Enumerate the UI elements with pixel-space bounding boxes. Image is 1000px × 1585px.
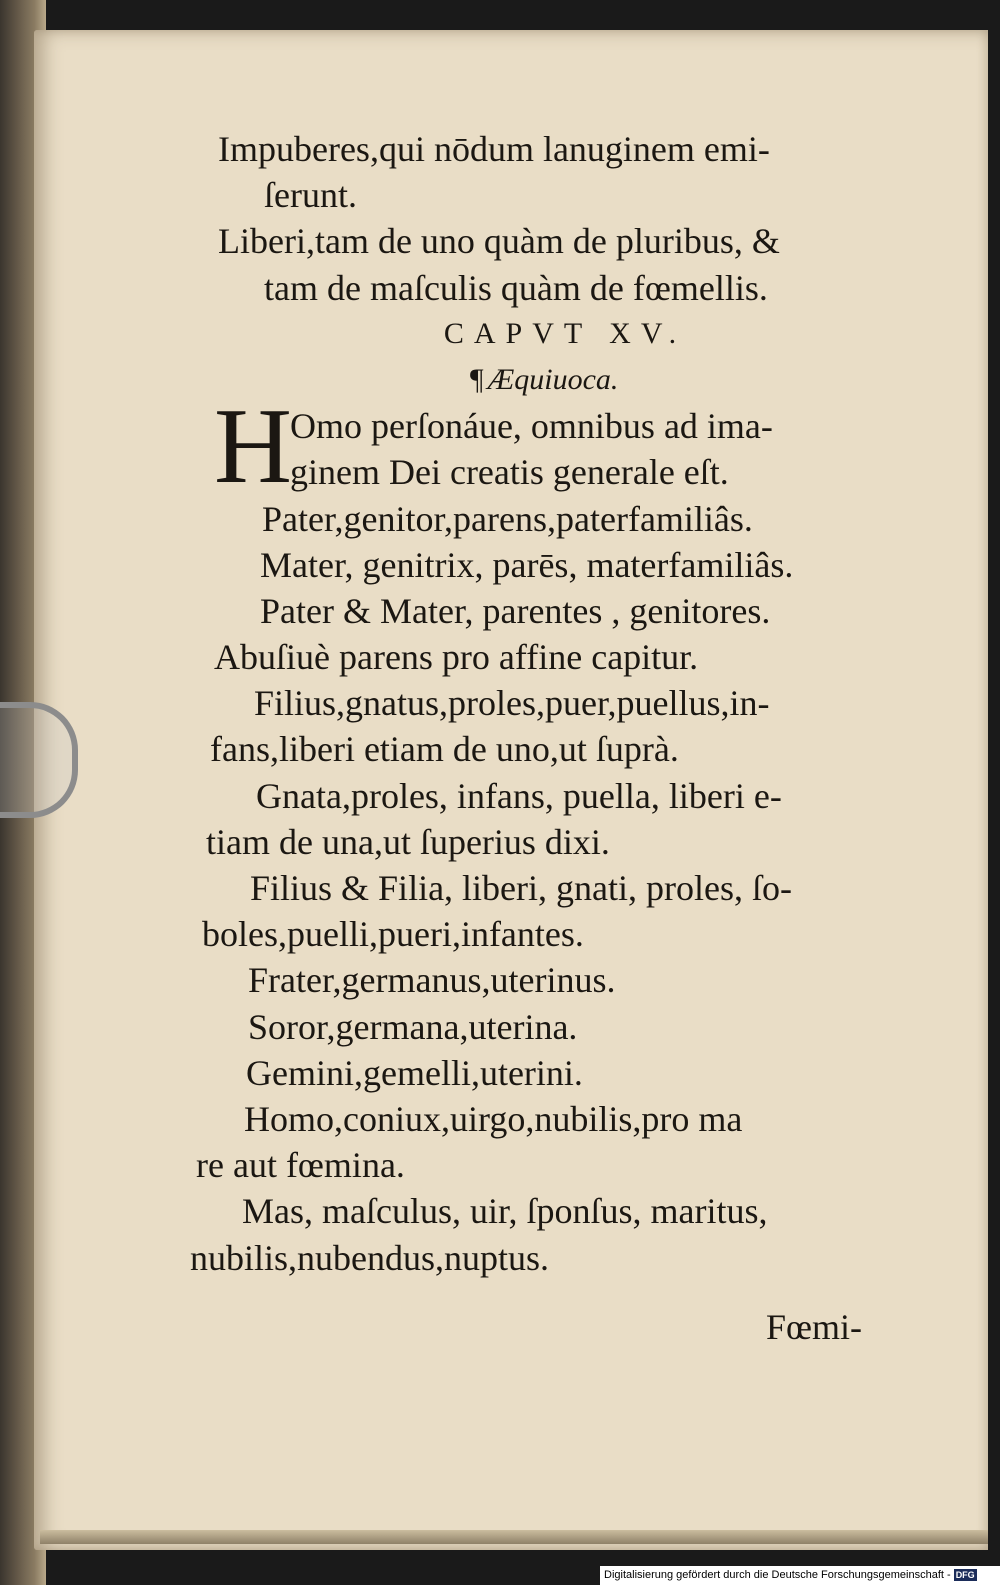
dfg-logo: DFG — [955, 1570, 975, 1581]
text-line: boles,puelli,pueri,infantes. — [202, 914, 584, 955]
text-line: ginem Dei creatis generale eſt. — [290, 452, 729, 493]
credit-text: Digitalisierung gefördert durch die Deutsche Forschungsgemeinschaft - — [604, 1569, 951, 1581]
text-line: tam de maſculis quàm de fœmellis. — [264, 267, 768, 308]
text-line: Filius,gnatus,proles,puer,puellus,in- — [254, 683, 770, 724]
text-line: Pater,genitor,parens,paterfamiliâs. — [262, 498, 753, 539]
dropcap-letter: H — [214, 387, 292, 507]
text-line: Gnata,proles, infans, puella, liberi e- — [256, 775, 782, 816]
page-text — [180, 126, 910, 1281]
text-line: Liberi,tam de uno quàm de pluribus, & — [218, 221, 780, 262]
text-line: Mater, genitrix, parēs, materfamiliâs. — [260, 544, 794, 585]
text-line: Gemini,gemelli,uterini. — [246, 1052, 583, 1093]
pilcrow-icon: ¶ — [470, 362, 484, 396]
page-edge — [40, 1530, 988, 1544]
text-line: ſerunt. — [264, 175, 357, 216]
text-line: Filius & Filia, liberi, gnati, proles, ſo- — [250, 868, 792, 909]
text-line: Mas, maſculus, uir, ſponſus, maritus, — [242, 1191, 768, 1232]
text-line: tiam de una,ut ſuperius dixi. — [206, 821, 610, 862]
text-line: Abuſiuè parens pro affine capitur. — [214, 637, 699, 678]
text-lines-top — [180, 126, 910, 311]
catchword: Fœmi- — [766, 1307, 863, 1347]
text-line: Impuberes,qui nōdum lanuginem emi- — [218, 129, 770, 169]
text-line: Omo perſonáue, omnibus ad ima- — [290, 406, 773, 447]
page-clip — [0, 702, 78, 818]
text-line: fans,liberi etiam de uno,ut ſuprà. — [210, 729, 679, 770]
dropcap-paragraph — [180, 387, 910, 507]
text-line: Soror,germana,uterina. — [248, 1006, 578, 1047]
digitization-credit — [600, 1566, 1000, 1585]
chapter-heading: CAPVT XV. — [443, 316, 687, 350]
section-heading-text: Æquiuoca. — [487, 362, 619, 396]
text-line: nubilis,nubendus,nuptus. — [190, 1237, 550, 1278]
text-line: re aut fœmina. — [196, 1145, 405, 1186]
text-lines-body — [180, 496, 910, 1281]
text-line: Homo,coniux,uirgo,nubilis,pro ma — [244, 1098, 743, 1139]
text-line: Frater,germanus,uterinus. — [248, 960, 616, 1001]
text-line: Pater & Mater, parentes , genitores. — [260, 590, 771, 631]
